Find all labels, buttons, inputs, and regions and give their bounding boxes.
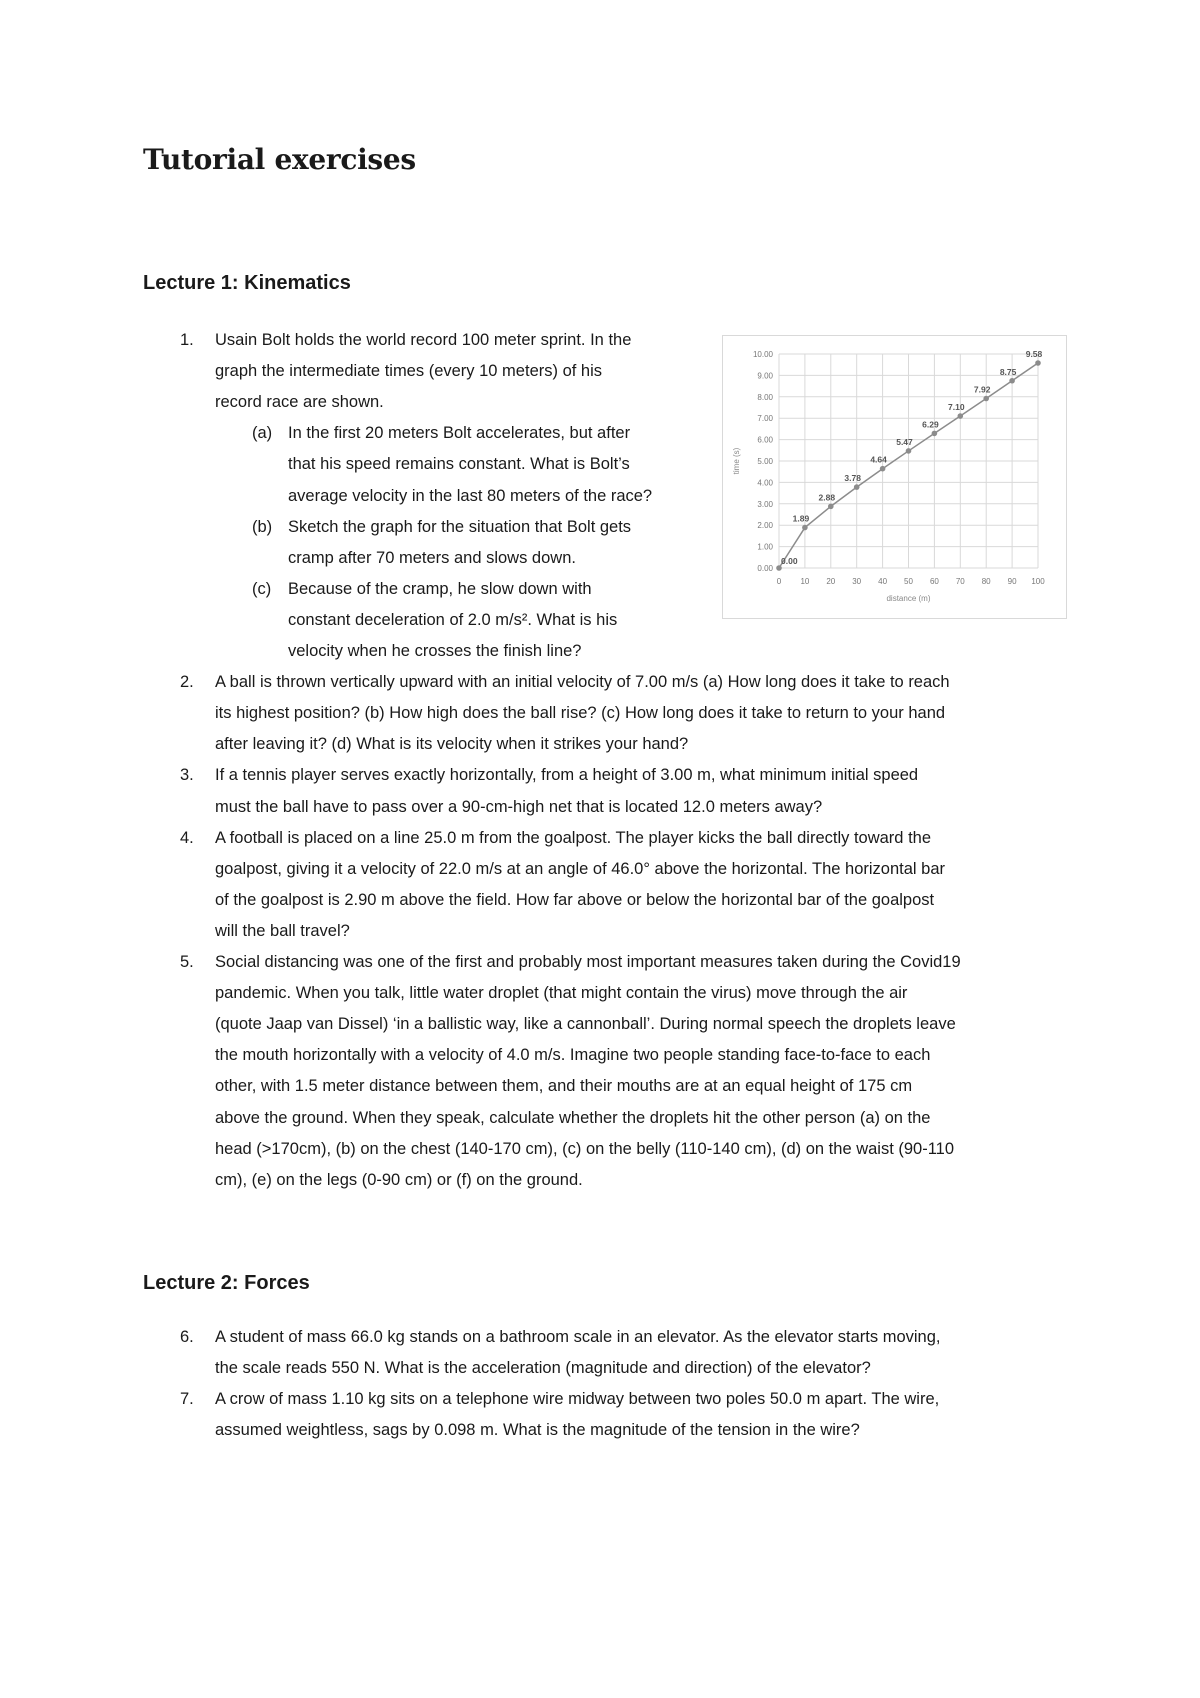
exercise-text-line: cm), (e) on the legs (0-90 cm) or (f) on the ground. [215,1170,583,1189]
exercise-number: 2. [180,673,194,692]
y-tick-label: 1.00 [757,542,773,552]
data-point [1009,378,1015,384]
x-tick-label: 80 [981,577,991,586]
y-tick-label: 0.00 [757,564,773,573]
sub-question-text-line: constant deceleration of 2.0 m/s². What is his [288,610,618,629]
section-heading-lecture-2: Lecture 2: Forces [143,1272,310,1294]
exercise-text-line: pandemic. When you talk, little water droplet (that might contain the virus) move through the air [215,984,908,1003]
x-tick-label: 40 [878,577,888,586]
data-point [932,431,938,437]
sub-question-text-line: that his speed remains constant. What is Bolt’s [288,455,630,474]
data-label: 3.78 [844,473,861,484]
exercise-text-line: the scale reads 550 N. What is the acceleration (magnitude and direction) of the elevator? [215,1359,871,1378]
y-tick-label: 2.00 [757,521,773,531]
sub-question-label: (b) [252,517,273,536]
exercise-text-line: its highest position? (b) How high does the ball rise? (c) How long does it take to return to your hand [215,704,946,723]
exercise-text-line: will the ball travel? [215,921,350,940]
x-tick-label: 100 [1031,577,1045,586]
exercise-text-line: A ball is thrown vertically upward with an initial velocity of 7.00 m/s (a) How long does it take to reach [215,673,950,692]
data-point [802,525,808,531]
exercise-text-line: A football is placed on a line 25.0 m from the goalpost. The player kicks the ball directly toward the [215,828,932,847]
exercise-number: 3. [180,766,194,785]
exercise-number: 5. [180,953,194,971]
data-label: 4.64 [870,454,887,465]
page-title: Tutorial exercises [143,143,416,176]
x-tick-label: 60 [929,577,939,586]
sub-question-text-line: velocity when he crosses the finish line? [288,642,582,660]
exercise-text-line: above the ground. When they speak, calculate whether the droplets hit the other person (a) on the [215,1108,931,1127]
exercise-text-line: other, with 1.5 meter distance between them, and their mouths are at an equal height of 175 cm [215,1077,913,1096]
sub-question-text-line: Sketch the graph for the situation that Bolt gets [288,517,632,536]
data-point [880,466,886,472]
data-point [906,448,912,454]
data-point [983,396,989,402]
data-label: 6.29 [922,419,939,430]
exercise-text-line: Social distancing was one of the first and probably most important measures taken during the Covid19 [215,953,961,971]
data-point [958,413,964,419]
x-tick-label: 70 [955,577,965,586]
data-label: 1.89 [792,513,810,524]
chart-svg [723,336,1066,618]
data-label: 2.88 [818,492,836,503]
exercise-text-line: If a tennis player serves exactly horizontally, from a height of 3.00 m, what minimum initial speed [215,766,919,785]
x-tick-label: 10 [800,577,810,586]
exercise-text-line: head (>170cm), (b) on the chest (140-170 cm), (c) on the belly (110-140 cm), (d) on the waist (90-110 [215,1139,955,1158]
exercise-number: 4. [180,828,194,847]
exercise-text-line: A student of mass 66.0 kg stands on a bathroom scale in an elevator. As the elevator starts moving, [215,1328,941,1346]
exercise-number: 7. [180,1390,194,1409]
exercise-text-line: must the ball have to pass over a 90-cm-high net that is located 12.0 meters away? [215,797,823,816]
data-point [828,504,834,510]
data-point [1035,360,1041,366]
x-tick-label: 20 [826,577,836,586]
bolt-sprint-chart [722,335,1067,619]
exercise-number: 1. [180,331,194,349]
x-tick-label: 90 [1007,577,1017,586]
exercise-text-line: goalpost, giving it a velocity of 22.0 m/s at an angle of 46.0° above the horizontal. The horizontal bar [215,859,945,878]
data-label: 8.75 [999,366,1017,377]
exercise-number: 6. [180,1328,194,1346]
x-axis-title: distance (m) [886,594,931,603]
x-tick-label: 30 [852,577,862,586]
sub-question-text-line: average velocity in the last 80 meters of the race? [288,486,653,505]
y-tick-label: 3.00 [757,499,773,509]
sub-question-label: (c) [252,579,272,598]
y-tick-label: 10.00 [752,350,773,359]
exercise-text-line: assumed weightless, sags by 0.098 m. What is the magnitude of the tension in the wire? [215,1421,860,1440]
data-label: 7.10 [948,402,965,413]
exercise-text-line: of the goalpost is 2.90 m above the field. How far above or below the horizontal bar of the goalpost [215,890,935,909]
x-tick-label: 0 [776,577,782,586]
exercise-text-line: the mouth horizontally with a velocity of 4.0 m/s. Imagine two people standing face-to-face to each [215,1046,931,1065]
sub-question-text-line: cramp after 70 meters and slows down. [288,548,576,567]
exercise-text-line: (quote Jaap van Dissel) ‘in a ballistic way, like a cannonball’. During normal speech the droplets leave [215,1015,956,1034]
data-label: 0.00 [781,556,798,566]
data-label: 9.58 [1025,348,1043,359]
y-tick-label: 8.00 [757,392,773,402]
exercise-text-line: Usain Bolt holds the world record 100 meter sprint. In the [215,331,632,349]
x-tick-label: 50 [904,577,913,586]
data-point [854,484,860,490]
exercise-text-line: record race are shown. [215,393,384,412]
exercise-text-line: A crow of mass 1.10 kg sits on a telephone wire midway between two poles 50.0 m apart. The wire, [215,1390,940,1409]
sub-question-label: (a) [252,424,273,443]
exercise-text-line: after leaving it? (d) What is its velocity when it strikes your hand? [215,735,689,754]
y-tick-label: 4.00 [757,478,773,488]
section-heading-lecture-1: Lecture 1: Kinematics [143,272,351,294]
y-tick-label: 6.00 [757,435,773,445]
y-tick-label: 9.00 [757,371,773,381]
y-tick-label: 7.00 [757,414,773,424]
sub-question-text-line: In the first 20 meters Bolt accelerates, but after [288,424,631,443]
exercise-text-line: graph the intermediate times (every 10 meters) of his [215,362,603,381]
y-axis-title: time (s) [732,447,741,475]
data-point [776,565,782,571]
data-label: 7.92 [973,384,991,395]
sub-question-text-line: Because of the cramp, he slow down with [288,579,592,598]
data-label: 5.47 [896,436,913,447]
y-tick-label: 5.00 [757,457,773,466]
